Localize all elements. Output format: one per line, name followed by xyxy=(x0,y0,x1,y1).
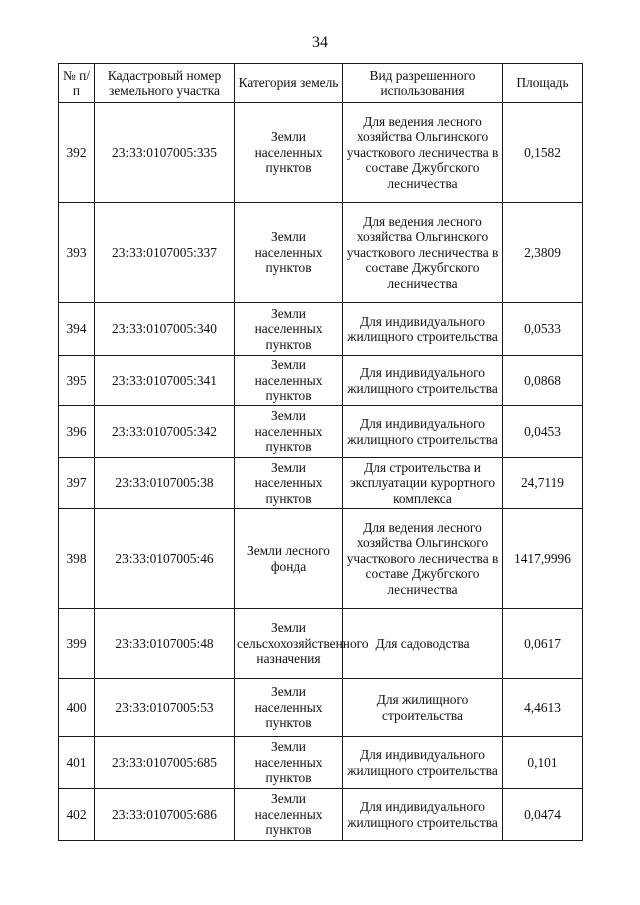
permitted-use: Для ведения лесного хозяйства Ольгинского участкового лесничества в составе Джубгского лесничества xyxy=(343,203,503,303)
table-row xyxy=(59,509,583,609)
land-category: Земли сельсхохозяйственного назначения xyxy=(235,609,343,679)
cadastral-number: 23:33:0107005:686 xyxy=(95,789,235,841)
permitted-use: Для индивидуального жилищного строительства xyxy=(343,406,503,458)
area-value: 1417,9996 xyxy=(503,509,583,609)
permitted-use: Для ведения лесного хозяйства Ольгинского участкового лесничества в составе Джубгского лесничества xyxy=(343,509,503,609)
cadastral-number: 23:33:0107005:48 xyxy=(95,609,235,679)
permitted-use: Для жилищного строительства xyxy=(343,679,503,737)
area-value: 2,3809 xyxy=(503,203,583,303)
area-value: 0,1582 xyxy=(503,103,583,203)
cadastral-number: 23:33:0107005:342 xyxy=(95,406,235,458)
area-value: 0,101 xyxy=(503,737,583,789)
cadastral-number: 23:33:0107005:53 xyxy=(95,679,235,737)
area-value: 0,0868 xyxy=(503,356,583,406)
row-number: 395 xyxy=(59,356,95,406)
cadastral-number: 23:33:0107005:46 xyxy=(95,509,235,609)
area-value: 24,7119 xyxy=(503,458,583,509)
table-row xyxy=(59,609,583,679)
area-value: 0,0453 xyxy=(503,406,583,458)
land-category: Земли населенных пунктов xyxy=(235,356,343,406)
land-category: Земли населенных пунктов xyxy=(235,103,343,203)
permitted-use: Для индивидуального жилищного строительства xyxy=(343,737,503,789)
area-value: 4,4613 xyxy=(503,679,583,737)
land-category: Земли населенных пунктов xyxy=(235,303,343,356)
row-number: 399 xyxy=(59,609,95,679)
cadastral-number: 23:33:0107005:38 xyxy=(95,458,235,509)
table-row xyxy=(59,789,583,841)
permitted-use: Для индивидуального жилищного строительства xyxy=(343,789,503,841)
permitted-use: Для садоводства xyxy=(343,609,503,679)
header-number: № п/п xyxy=(59,64,95,103)
row-number: 392 xyxy=(59,103,95,203)
cadastral-number: 23:33:0107005:337 xyxy=(95,203,235,303)
header-area: Площадь xyxy=(503,64,583,103)
row-number: 396 xyxy=(59,406,95,458)
land-category: Земли лесного фонда xyxy=(235,509,343,609)
table-row xyxy=(59,458,583,509)
row-number: 393 xyxy=(59,203,95,303)
permitted-use: Для ведения лесного хозяйства Ольгинского участкового лесничества в составе Джубгского лесничества xyxy=(343,103,503,203)
land-category: Земли населенных пунктов xyxy=(235,737,343,789)
table-row xyxy=(59,737,583,789)
area-value: 0,0474 xyxy=(503,789,583,841)
header-cadastral-number: Кадастровый номер земельного участка xyxy=(95,64,235,103)
row-number: 394 xyxy=(59,303,95,356)
table-row xyxy=(59,103,583,203)
land-category: Земли населенных пунктов xyxy=(235,789,343,841)
permitted-use: Для индивидуального жилищного строительства xyxy=(343,303,503,356)
cadastral-number: 23:33:0107005:340 xyxy=(95,303,235,356)
table-header-row xyxy=(59,64,583,103)
row-number: 402 xyxy=(59,789,95,841)
land-plots-table xyxy=(58,63,583,841)
row-number: 398 xyxy=(59,509,95,609)
area-value: 0,0617 xyxy=(503,609,583,679)
table-row xyxy=(59,679,583,737)
cadastral-number: 23:33:0107005:335 xyxy=(95,103,235,203)
header-land-category: Категория земель xyxy=(235,64,343,103)
table-row xyxy=(59,203,583,303)
land-category: Земли населенных пунктов xyxy=(235,406,343,458)
table-row xyxy=(59,356,583,406)
cadastral-number: 23:33:0107005:341 xyxy=(95,356,235,406)
header-permitted-use: Вид разрешенного использования xyxy=(343,64,503,103)
land-category: Земли населенных пунктов xyxy=(235,458,343,509)
area-value: 0,0533 xyxy=(503,303,583,356)
table-row xyxy=(59,303,583,356)
table-row xyxy=(59,406,583,458)
page-number: 34 xyxy=(312,34,328,51)
row-number: 397 xyxy=(59,458,95,509)
land-category: Земли населенных пунктов xyxy=(235,679,343,737)
row-number: 401 xyxy=(59,737,95,789)
land-category: Земли населенных пунктов xyxy=(235,203,343,303)
permitted-use: Для индивидуального жилищного строительства xyxy=(343,356,503,406)
permitted-use: Для строительства и эксплуатации курортного комплекса xyxy=(343,458,503,509)
cadastral-number: 23:33:0107005:685 xyxy=(95,737,235,789)
row-number: 400 xyxy=(59,679,95,737)
